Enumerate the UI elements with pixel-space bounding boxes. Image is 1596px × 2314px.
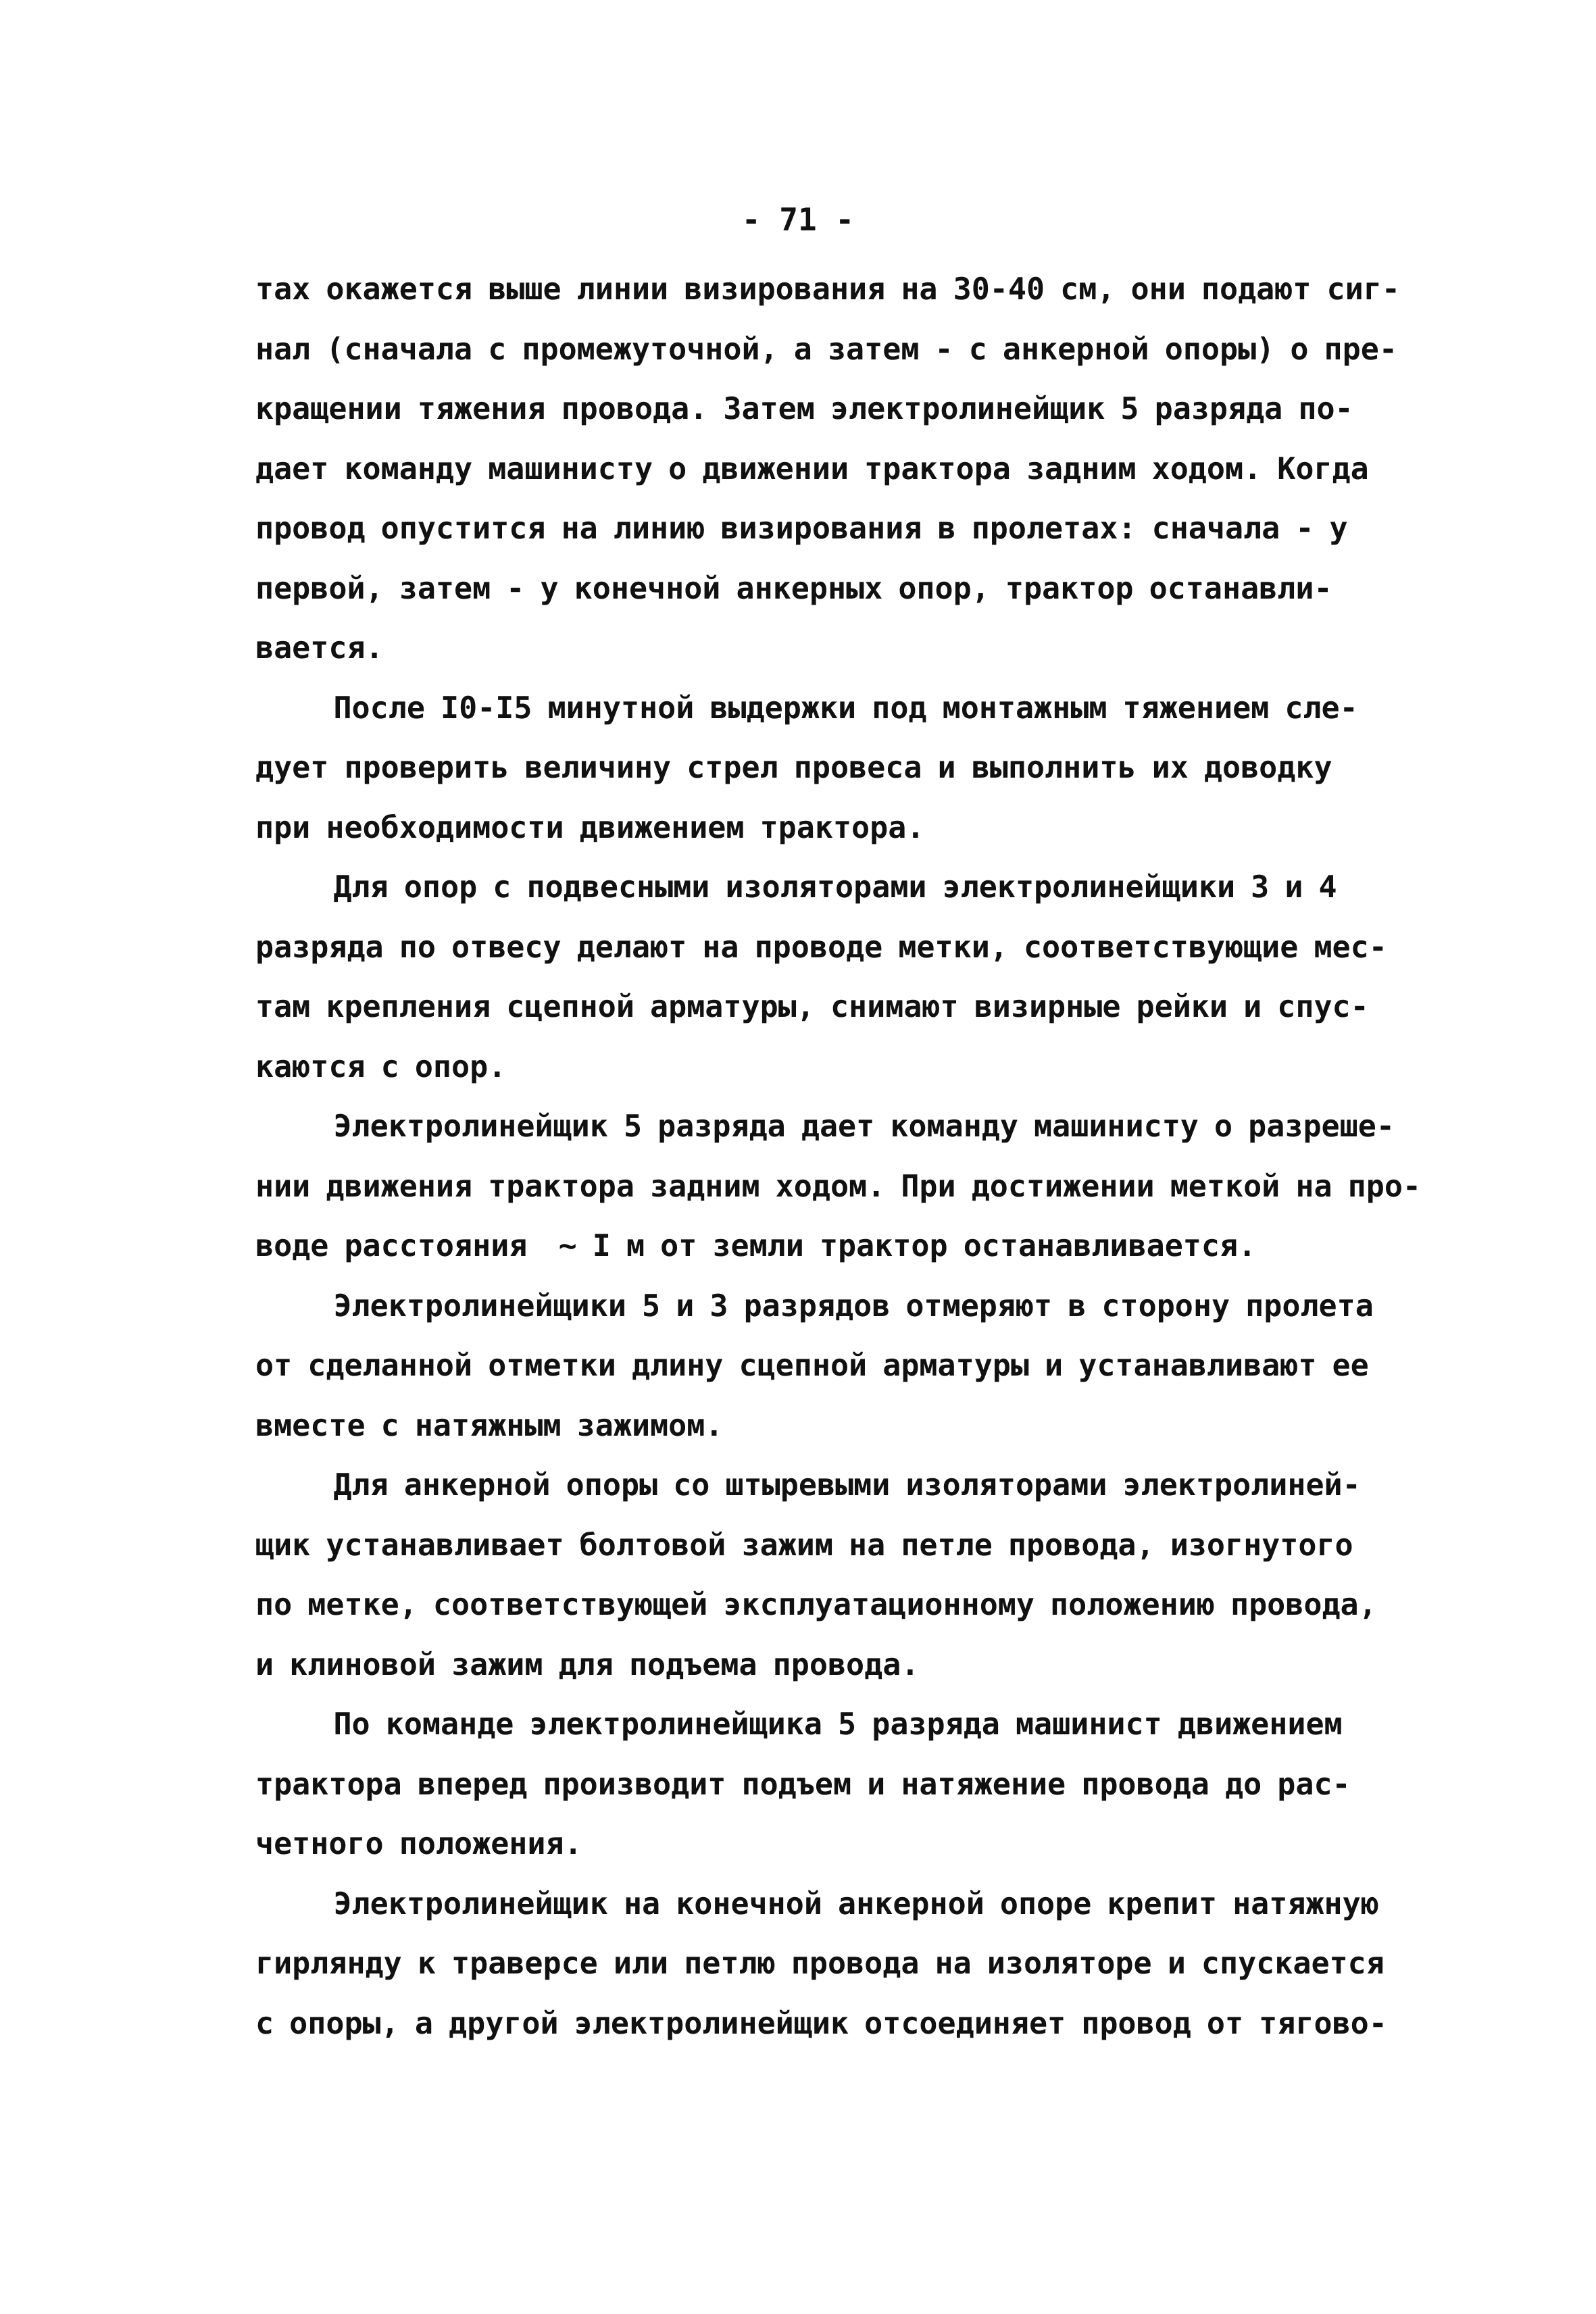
text-line: с опоры, а другой электролинейщик отсоединяет провод от тягово- — [255, 2005, 1387, 2041]
text-line: кращении тяжения провода. Затем электролинейщик 5 разряда по- — [255, 391, 1353, 426]
body-text — [255, 259, 1445, 2053]
text-line: нии движения трактора задним ходом. При достижении меткой на про- — [255, 1167, 1421, 1204]
text-line: каются с опор. — [255, 1048, 507, 1084]
text-line: нал (сначала с промежуточной, а затем - с анкерной опоры) о пре- — [255, 330, 1397, 367]
text-line: Электролинейщик на конечной анкерной опоре крепит натяжную — [255, 1885, 1379, 1921]
text-line: разряда по отвесу делают на проводе метки, соответствующие мес- — [255, 928, 1387, 965]
page-number: - 71 - — [741, 201, 855, 238]
text-line: тах окажется выше линии визирования на 30-40 см, они подают сиг- — [255, 271, 1400, 307]
text-line: гирлянду к траверсе или петлю провода на изоляторе и спускается — [255, 1945, 1385, 1981]
text-line: дует проверить величину стрел провеса и выполнить их доводку — [255, 749, 1332, 785]
text-line: По команде электролинейщика 5 разряда машинист движением — [255, 1706, 1343, 1742]
text-line: трактора вперед производит подъем и натяжение провода до рас- — [255, 1765, 1351, 1802]
text-line: Для опор с подвесными изоляторами электролинейщики 3 и 4 — [255, 869, 1337, 905]
text-line: вместе с натяжным зажимом. — [255, 1407, 724, 1443]
text-line: Электролинейщики 5 и 3 разрядов отмеряют в сторону пролета — [255, 1287, 1374, 1324]
text-line: по метке, соответствующей эксплуатационному положению провода, — [255, 1586, 1377, 1622]
text-line: Для анкерной опоры со штыревыми изоляторами электролиней- — [255, 1467, 1361, 1503]
text-line: от сделанной отметки длину сцепной арматуры и устанавливают ее — [255, 1347, 1369, 1383]
text-line: После I0-I5 минутной выдержки под монтажным тяжением сле- — [255, 689, 1358, 726]
text-line: воде расстояния ~ I м от земли трактор останавливается. — [255, 1228, 1257, 1263]
text-line: Электролинейщик 5 разряда дает команду машинисту о разреше- — [255, 1108, 1395, 1144]
text-line: провод опустится на линию визирования в пролетах: сначала - у — [255, 510, 1348, 546]
text-line: и клиновой зажим для подъема провода. — [255, 1646, 920, 1682]
text-line: щик устанавливает болтовой зажим на петле провода, изогнутого — [255, 1526, 1353, 1563]
text-line: дает команду машинисту о движении трактора задним ходом. Когда — [255, 450, 1369, 486]
text-line: там крепления сцепной арматуры, снимают визирные рейки и спус- — [255, 988, 1369, 1024]
text-line: четного положения. — [255, 1826, 582, 1861]
text-line: первой, затем - у конечной анкерных опор, трактор останавли- — [255, 570, 1332, 606]
text-line: вается. — [255, 630, 384, 665]
text-line: при необходимости движением трактора. — [255, 809, 925, 845]
